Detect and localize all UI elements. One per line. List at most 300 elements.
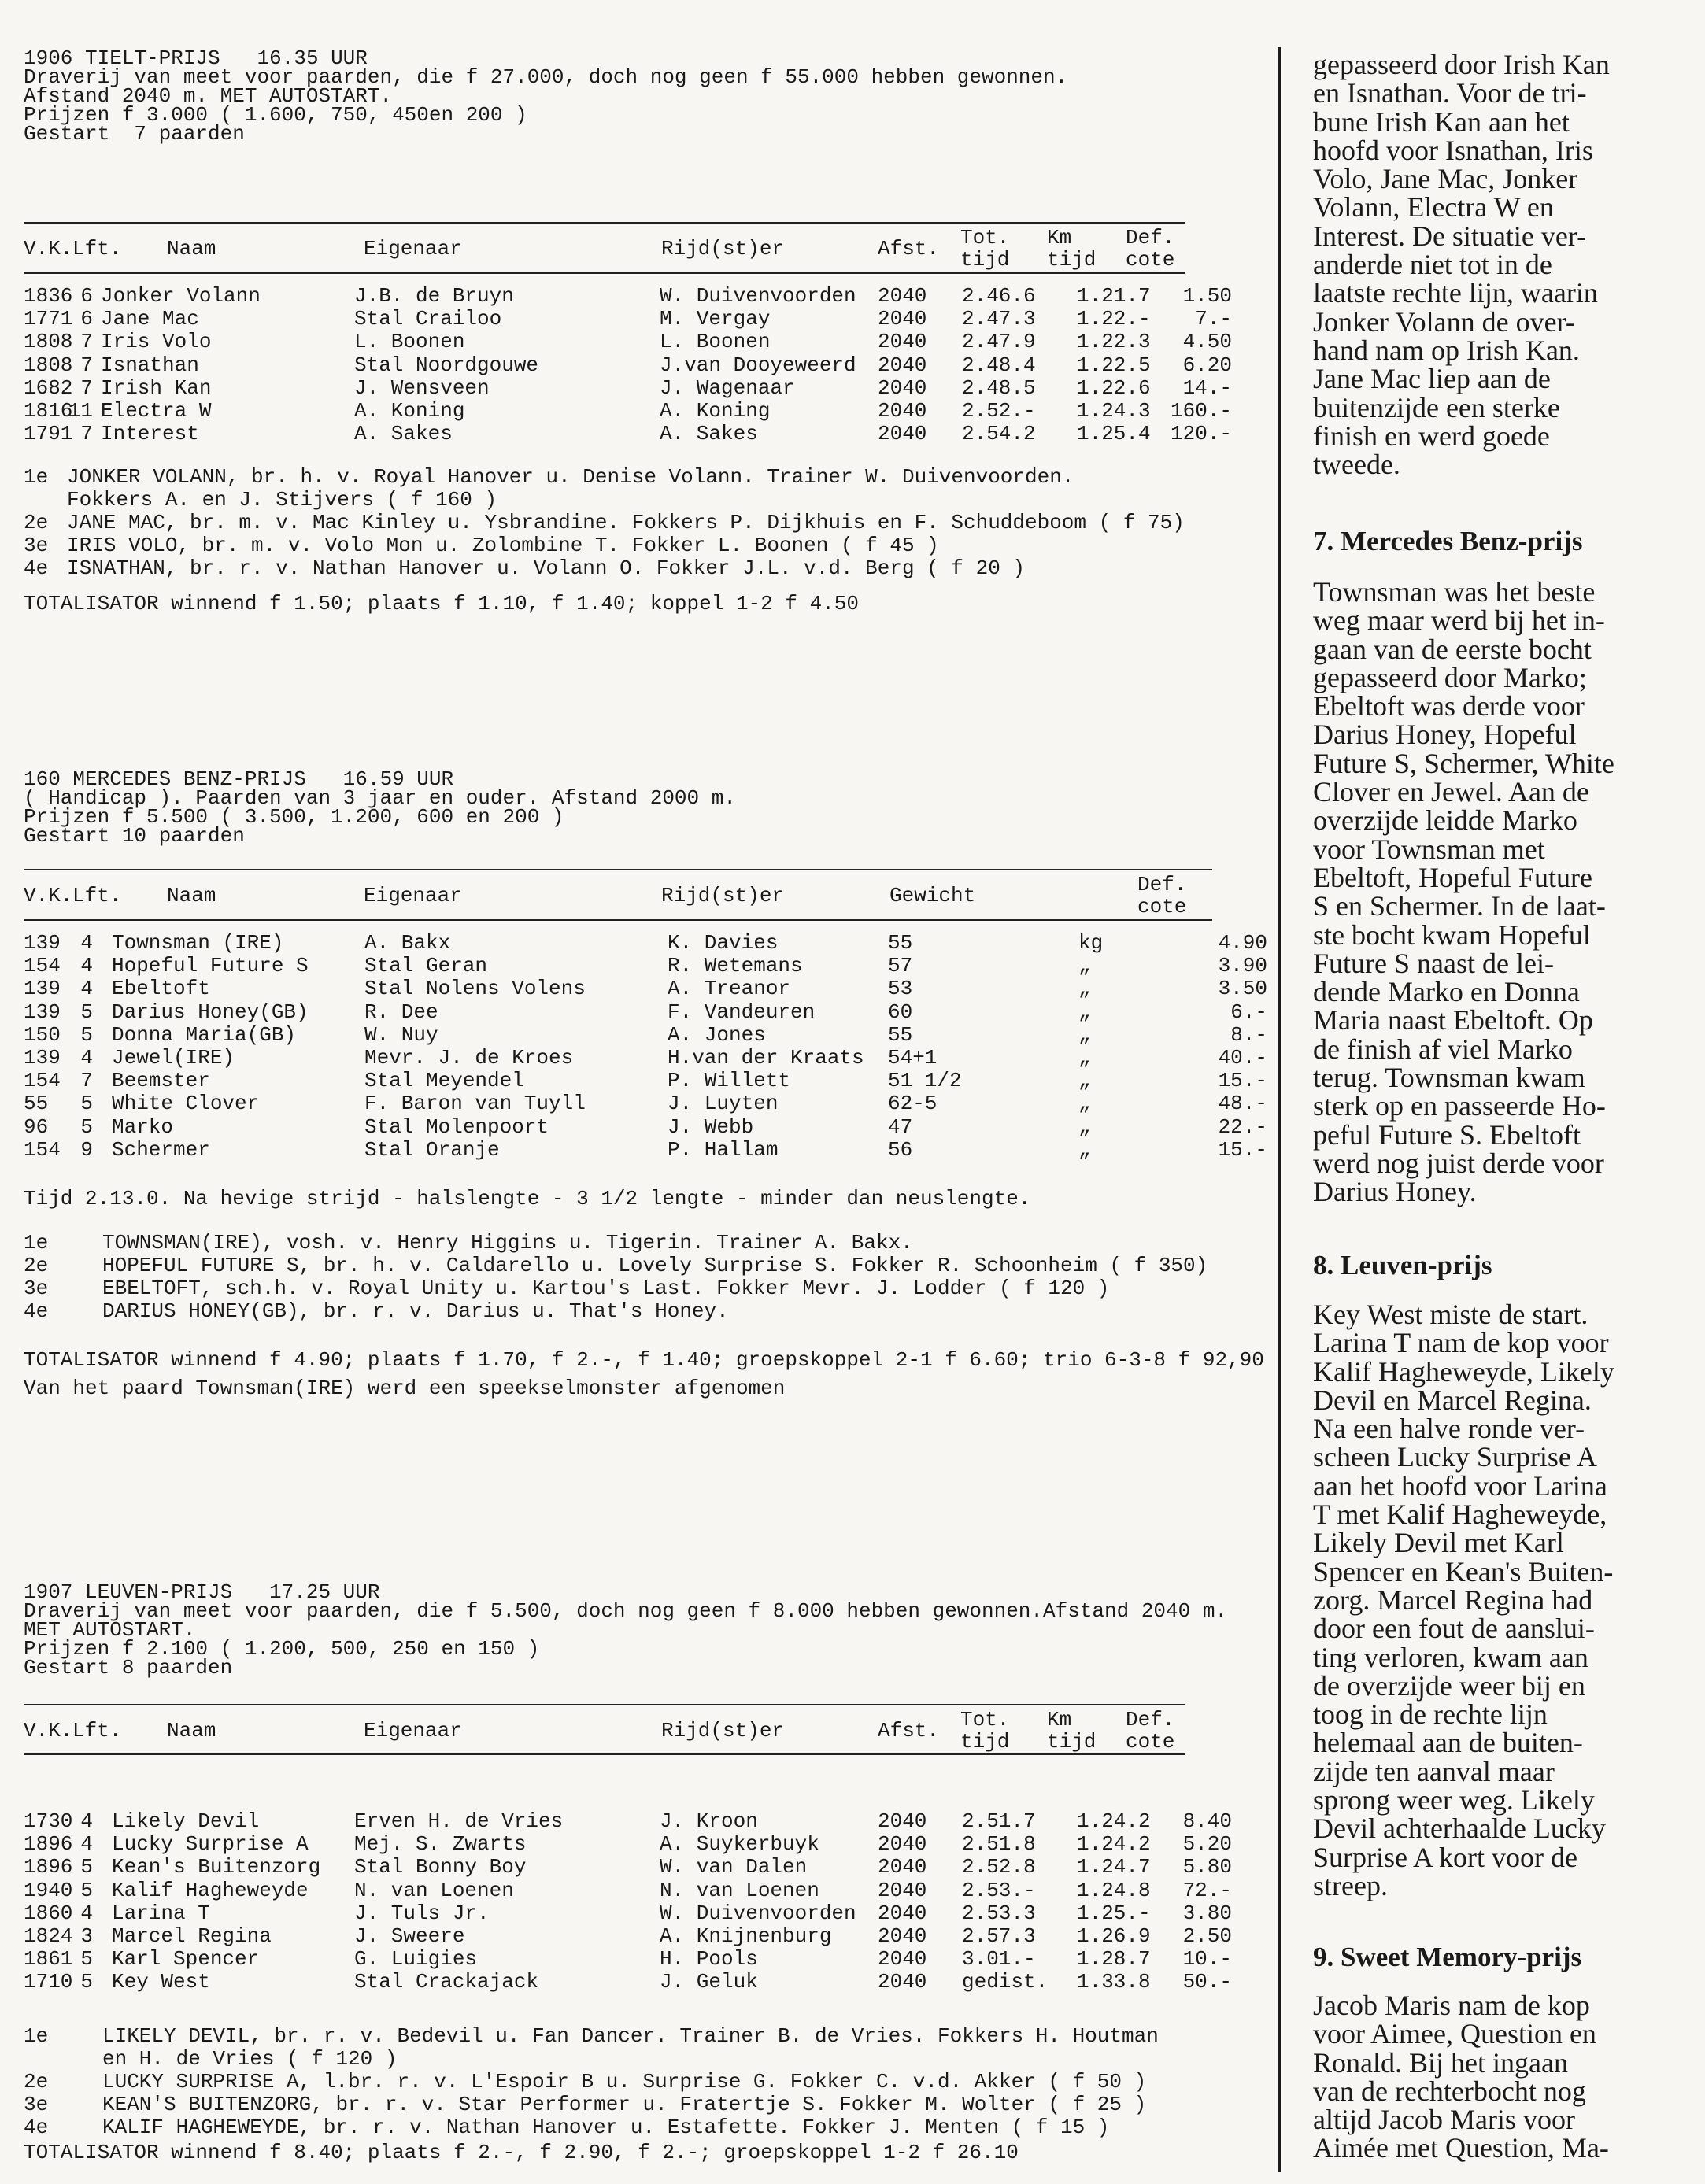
table-cell: 1791 [24,422,73,446]
table-cell: 1.22.6 [1077,375,1151,400]
table-cell: 2.50 [1182,1923,1232,1948]
column-divider [1278,47,1281,2172]
result-line [24,534,1267,557]
table-cell: 1.22.3 [1077,330,1151,354]
table-cell: 4 [80,931,93,955]
paragraph-line: en Isnathan. Voor de tri- [1313,77,1587,109]
table-cell: 4 [80,1832,93,1857]
table-cell: J. Tuls Jr. [354,1901,490,1925]
race-header-line: Gestart 8 paarden [24,1656,233,1680]
table-cell: 2040 [878,284,927,308]
column-header-km: Km [1047,226,1072,249]
paragraph-line: Clover en Jewel. Aan de [1313,776,1589,808]
table-cell: 4 [80,954,93,978]
table-rule [24,1704,1185,1705]
table-cell: A. Treanor [668,977,791,1001]
result-line [24,2116,1267,2139]
table-cell: 1860 [24,1901,73,1925]
table-cell: 7.- [1195,307,1232,331]
table-cell: Schermer [112,1137,210,1162]
paragraph-line: gepasseerd door Marko; [1313,661,1587,693]
table-row [24,285,1267,308]
table-cell: Lucky Surprise A [112,1832,309,1857]
paragraph-line: Townsman was het beste [1313,576,1596,608]
table-cell: H.van der Kraats [668,1045,864,1070]
race-time: Tijd 2.13.0. Na hevige strijd - halslengte - 3 1/2 lengte - minder dan neuslengte. [24,1187,1031,1210]
table-cell: 2040 [878,1878,927,1902]
column-header-km: Km [1047,1708,1072,1731]
table-cell: 1730 [24,1809,73,1833]
table-cell: 2.57.3 [962,1923,1036,1948]
paragraph-line: tweede. [1313,449,1400,481]
column-header-vk: V.K. [24,1719,73,1742]
race-3-rows [24,1810,1267,1994]
paragraph-line: Future S, Schermer, White [1313,747,1614,779]
table-cell: 1896 [24,1855,73,1879]
table-cell: Kalif Hagheweyde [112,1878,309,1902]
table-row [24,1971,1267,1994]
table-cell: Townsman (IRE) [112,931,284,955]
table-cell: 2.54.2 [962,422,1036,446]
table-rule [24,272,1185,274]
table-cell: R. Wetemans [668,954,803,978]
paragraph-line: altijd Jacob Maris voor [1313,2104,1575,2136]
paragraph-line: Ebeltoft was derde voor [1313,690,1585,722]
result-line [24,557,1267,580]
race-header-line: Draverij van meet voor paarden, die f 27.000, doch nog geen f 55.000 hebben gewonnen. [24,65,1068,89]
table-cell: 2040 [878,1970,927,1994]
table-cell: A. Knijnenburg [660,1923,832,1948]
table-cell: 14.- [1182,375,1232,400]
race-2-rows [24,932,1267,1162]
result-text: KEAN'S BUITENZORG, br. r. v. Star Performer u. Fratertje S. Fokker M. Wolter ( f 25 ) [102,2093,1147,2116]
paragraph-line: hand nam op Irish Kan. [1313,334,1580,366]
column-header-rijder: Rijd(st)er [661,237,785,261]
table-cell: 2040 [878,398,927,423]
race-header-line: Prijzen f 3.000 ( 1.600, 750, 450en 200 ) [24,103,527,127]
result-line [24,1255,1267,1277]
result-text: EBELTOFT, sch.h. v. Royal Unity u. Kartou's Last. Fokker Mevr. J. Lodder ( f 120 ) [102,1277,1110,1300]
race-2-header [24,767,1267,848]
table-cell: 2.48.4 [962,353,1036,377]
table-cell: 5 [80,1114,93,1139]
table-cell: 9 [80,1137,93,1162]
result-text: KALIF HAGHEWEYDE, br. r. v. Nathan Hanover u. Estafette. Fokker J. Menten ( f 15 ) [102,2116,1110,2139]
table-cell: 5 [80,1855,93,1879]
section-heading: 7. Mercedes Benz-prijs [1313,526,1583,556]
table-header [24,872,1267,918]
column-header-rijder: Rijd(st)er [661,884,785,907]
table-cell: Irish Kan [101,375,212,400]
result-text: JONKER VOLANN, br. h. v. Royal Hanover u. Denise Volann. Trainer W. Duivenvoorden. [67,465,1074,489]
table-cell: M. Vergay [660,307,771,331]
table-cell: Stal Crackajack [354,1970,539,1994]
table-cell: 1.21.7 [1077,284,1151,308]
race-header-line: Draverij van meet voor paarden, die f 5.500, doch nog geen f 8.000 hebben gewonnen.Afstand 2040 m. [24,1599,1228,1623]
paragraph-line: de overzijde weer bij en [1313,1669,1585,1702]
column-header-gewicht: Gewicht [889,884,976,907]
table-cell: Hopeful Future S [112,954,309,978]
column-header-eigenaar: Eigenaar [364,237,462,261]
paragraph-line: bune Irish Kan aan het [1313,105,1570,138]
column-header-def: cote [1137,895,1187,918]
table-row [24,1047,1267,1070]
table-cell: 7 [80,353,93,377]
table-cell: Stal Noordgouwe [354,353,539,377]
table-cell: Stal Molenpoort [364,1114,549,1139]
table-cell: Jane Mac [101,307,199,331]
table-cell: L. Boonen [354,330,465,354]
table-cell: Key West [112,1970,210,1994]
table-cell: 5 [80,1092,93,1116]
column-header-tot: tijd [960,248,1010,272]
table-cell: 2.51.8 [962,1832,1036,1857]
paragraph-line: Jacob Maris nam de kop [1313,1990,1590,2021]
paragraph-line: helemaal aan de buiten- [1313,1727,1583,1759]
table-rule [24,1753,1185,1755]
table-cell: gedist. [962,1970,1049,1994]
race-header-line: 1907 LEUVEN-PRIJS 17.25 UUR [24,1580,380,1604]
table-cell: 2040 [878,375,927,400]
race-header-line: 1906 TIELT-PRIJS 16.35 UUR [24,46,368,70]
paragraph-line: Darius Honey. [1313,1176,1477,1208]
result-line [24,2071,1267,2093]
column-header-vk: V.K. [24,884,73,907]
table-cell: 1.28.7 [1077,1947,1151,1972]
paragraph-line: Spencer en Kean's Buiten- [1313,1555,1614,1587]
table-row [24,1070,1267,1092]
table-cell: 60 [888,1000,913,1024]
result-line [24,2093,1267,2116]
table-cell: Stal Oranje [364,1137,500,1162]
race-3-results [24,2025,1267,2139]
table-cell: A. Bakx [364,931,451,955]
table-cell: 139 [24,1000,61,1024]
table-cell: 150 [24,1022,61,1047]
table-cell: J. Sweere [354,1923,465,1948]
totalisator: TOTALISATOR winnend f 1.50; plaats f 1.10, f 1.40; koppel 1-2 f 4.50 [24,592,859,615]
table-rule [24,869,1212,870]
totalisator: TOTALISATOR winnend f 4.90; plaats f 1.70, f 2.-, f 1.40; groepskoppel 2-1 f 6.60; trio 6-3-8 f 92,90 [24,1348,1264,1372]
table-cell: 4 [80,1809,93,1833]
table-cell: 1.33.8 [1077,1970,1151,1994]
table-row [24,1948,1267,1971]
column-header-lft: Lft. [72,884,122,907]
column-header-km: tijd [1047,248,1097,272]
table-cell: 6.- [1230,1000,1267,1024]
table-cell: 2.47.9 [962,330,1036,354]
table-cell: W. Duivenvoorden [660,284,856,308]
table-cell: 139 [24,931,61,955]
race-1 [24,46,1267,146]
table-cell: 120.- [1170,422,1232,446]
result-place: 4e [24,556,49,580]
paragraph-line: buitenzijde een sterke [1313,391,1560,423]
table-cell: kg [1078,931,1104,955]
column-header-def: cote [1126,1730,1175,1753]
paragraph-line: anderde niet tot in de [1313,249,1552,281]
column-header-vk: V.K. [24,237,73,261]
table-cell: 56 [888,1137,913,1162]
table-cell: 2.47.3 [962,307,1036,331]
table-cell: 2040 [878,307,927,331]
result-place: 3e [24,1277,49,1300]
table-cell: 1.24.8 [1077,1878,1151,1902]
table-cell: 8.40 [1182,1809,1232,1833]
table-row [24,1139,1267,1162]
paragraph-line: Interest. De situatie ver- [1313,220,1587,252]
table-cell: „ [1078,1114,1091,1139]
paragraph-line: Maria naast Ebeltoft. Op [1313,1004,1593,1037]
table-row [24,308,1267,331]
paragraph-line: door een fout de aanslui- [1313,1613,1595,1645]
table-cell: 2.51.7 [962,1809,1036,1833]
paragraph-line: Ebeltoft, Hopeful Future [1313,861,1592,893]
paragraph-line: toog in de rechte lijn [1313,1698,1548,1731]
table-cell: Iris Volo [101,330,212,354]
table-cell: „ [1078,1022,1091,1047]
table-cell: A. Koning [354,398,465,423]
table-cell: 40.- [1218,1045,1267,1070]
paragraph-line: werd nog juist derde voor [1313,1147,1604,1179]
paragraph-line: scheen Lucky Surprise A [1313,1441,1597,1473]
paragraph-line: Devil en Marcel Regina. [1313,1384,1592,1416]
paragraph-line: Likely Devil met Karl [1313,1527,1564,1559]
table-cell: „ [1078,1092,1091,1116]
result-place: 2e [24,1254,49,1277]
race-header-line: MET AUTOSTART. [24,1618,196,1642]
table-row [24,1925,1267,1948]
column-header-tot: Tot. [960,1708,1010,1731]
table-cell: G. Luigies [354,1947,478,1972]
paragraph-line: S en Schermer. In de laat- [1313,890,1606,922]
paragraph-line: Larina T nam de kop voor [1313,1327,1609,1359]
table-row [24,400,1267,423]
table-cell: 5 [80,1947,93,1972]
table-row [24,1833,1267,1856]
table-cell: Jewel(IRE) [112,1045,235,1070]
paragraph-line: gaan van de eerste bocht [1313,633,1592,665]
paragraph-line: voor Aimee, Question en [1313,2018,1596,2050]
paragraph-line: laatste rechte lijn, waarin [1313,277,1598,309]
table-cell: 11 [68,398,93,423]
table-cell: A. Sakes [660,422,758,446]
table-cell: 62-5 [888,1092,938,1116]
table-cell: 2040 [878,1855,927,1879]
column-header-eigenaar: Eigenaar [364,1719,462,1742]
table-cell: 50.- [1182,1970,1232,1994]
table-cell: Ebeltoft [112,977,210,1001]
table-cell: Kean's Buitenzorg [112,1855,321,1879]
paragraph-line: dende Marko en Donna [1313,976,1580,1008]
table-cell: 1.24.7 [1077,1855,1151,1879]
paragraph-line: aan het hoofd voor Larina [1313,1469,1607,1502]
paragraph-line: ste bocht kwam Hopeful [1313,918,1591,951]
table-cell: 48.- [1218,1092,1267,1116]
section-9-paragraph [1313,1991,1609,2163]
table-cell: 5 [80,1970,93,1994]
table-cell: Isnathan [101,353,199,377]
table-cell: Marko [112,1114,174,1139]
column-header-lft: Lft. [72,1719,122,1742]
race-3-table [24,1707,1267,1753]
table-cell: A. Jones [668,1022,766,1047]
result-text: JANE MAC, br. m. v. Mac Kinley u. Ysbrandine. Fokkers P. Dijkhuis en F. Schuddeboom ( f 75) [67,511,1185,534]
table-cell: 1808 [24,330,73,354]
paragraph-line: sprong weer weg. Likely [1313,1784,1595,1816]
table-cell: 3.90 [1218,954,1267,978]
table-cell: 5.80 [1182,1855,1232,1879]
race-header-line: Gestart 10 paarden [24,824,245,848]
table-cell: A. Suykerbuyk [660,1832,819,1857]
table-cell: 8.- [1230,1022,1267,1047]
table-cell: „ [1078,1137,1091,1162]
race-1-totalisator [24,592,1267,615]
table-row [24,377,1267,400]
table-cell: L. Boonen [660,330,771,354]
paragraph-line: ting verloren, kwam aan [1313,1641,1588,1673]
race-header-line: 160 MERCEDES BENZ-PRIJS 16.59 UUR [24,767,454,791]
result-place: 1e [24,2024,49,2048]
table-cell: 3 [80,1923,93,1948]
table-cell: 3.01.- [962,1947,1036,1972]
table-cell: J.van Dooyeweerd [660,353,856,377]
table-cell: F. Vandeuren [668,1000,816,1024]
table-cell: 2.46.6 [962,284,1036,308]
paragraph-line: streep. [1313,1869,1388,1901]
table-cell: 139 [24,1045,61,1070]
paragraph-line: Key West miste de start. [1313,1299,1588,1330]
table-cell: 2040 [878,1832,927,1857]
section-7-paragraph [1313,578,1614,1207]
table-cell: 72.- [1182,1878,1232,1902]
table-cell: 2.48.5 [962,375,1036,400]
column-header-rijder: Rijd(st)er [661,1719,785,1742]
section-heading: 9. Sweet Memory-prijs [1313,1942,1582,1972]
table-cell: 2.52.8 [962,1855,1036,1879]
result-line [24,1277,1267,1300]
table-row [24,1902,1267,1925]
table-cell: Karl Spencer [112,1947,260,1972]
table-cell: „ [1078,977,1091,1001]
table-cell: 6.20 [1182,353,1232,377]
table-row [24,423,1267,445]
result-place: 1e [24,465,49,489]
paragraph-line: T met Kalif Hagheweyde, [1313,1498,1607,1531]
table-cell: Electra W [101,398,212,423]
table-row [24,1856,1267,1879]
table-cell: 5 [80,1000,93,1024]
table-cell: A. Koning [660,398,771,423]
table-rule [24,222,1185,224]
column-header-km: tijd [1047,1730,1097,1753]
table-cell: 160.- [1170,398,1232,423]
result-text: HOPEFUL FUTURE S, br. h. v. Caldarello u. Lovely Surprise S. Fokker R. Schoonheim ( f 350) [102,1254,1208,1277]
table-cell: Stal Geran [364,954,488,978]
table-cell: 2040 [878,1901,927,1925]
result-place: 3e [24,2093,49,2116]
table-cell: 2.53.3 [962,1901,1036,1925]
column-header-afst: Afst. [878,237,940,261]
table-cell: 7 [80,422,93,446]
table-cell: 4.90 [1218,931,1267,955]
table-cell: 4 [80,977,93,1001]
table-cell: 1.25.4 [1077,422,1151,446]
result-text: TOWNSMAN(IRE), vosh. v. Henry Higgins u. Tigerin. Trainer A. Bakx. [102,1231,913,1255]
paragraph-line: overzijde leidde Marko [1313,804,1577,837]
paragraph-line: sterk op en passeerde Ho- [1313,1090,1606,1122]
table-cell: J. Wagenaar [660,375,795,400]
table-cell: 4.50 [1182,330,1232,354]
table-row [24,1879,1267,1902]
table-row [24,1001,1267,1024]
table-cell: 3.80 [1182,1901,1232,1925]
table-cell: J. Geluk [660,1970,758,1994]
table-cell: 5 [80,1022,93,1047]
race-header-line: Gestart 7 paarden [24,122,245,146]
table-cell: White Clover [112,1092,260,1116]
table-cell: Stal Nolens Volens [364,977,586,1001]
table-row [24,1116,1267,1139]
column-header-lft: Lft. [72,237,122,261]
table-cell: K. Davies [668,931,779,955]
table-cell: 55 [888,1022,913,1047]
table-cell: R. Dee [364,1000,438,1024]
table-cell: 2040 [878,1947,927,1972]
paragraph-line: van de rechterbocht nog [1313,2075,1586,2107]
table-cell: 1896 [24,1832,73,1857]
table-cell: W. van Dalen [660,1855,808,1879]
table-cell: Stal Meyendel [364,1069,524,1093]
column-header-eigenaar: Eigenaar [364,884,462,907]
race-2 [24,767,1267,848]
table-cell: 139 [24,977,61,1001]
table-header [24,1707,1267,1753]
race-header-line: Prijzen f 2.100 ( 1.200, 500, 250 en 150 ) [24,1637,540,1661]
race-1-rows [24,285,1267,445]
table-cell: 1682 [24,375,73,400]
table-cell: Stal Bonny Boy [354,1855,527,1879]
totalisator: TOTALISATOR winnend f 8.40; plaats f 2.-, f 2.90, f 2.-; groepskoppel 1-2 f 26.10 [24,2141,1019,2164]
table-cell: P. Hallam [668,1137,779,1162]
paragraph-line: Jonker Volann de over- [1313,305,1575,338]
table-cell: 55 [24,1092,49,1116]
table-cell: 154 [24,1137,61,1162]
table-cell: Marcel Regina [112,1923,272,1948]
result-line [24,489,1267,512]
table-cell: 1.50 [1182,284,1232,308]
table-cell: 2.53.- [962,1878,1036,1902]
race-1-results [24,466,1267,580]
table-cell: 22.- [1218,1114,1267,1139]
table-cell: J. Wensveen [354,375,490,400]
race-3-header [24,1580,1267,1680]
column-header-naam: Naam [167,884,216,907]
table-cell: 2040 [878,422,927,446]
table-cell: J. Luyten [668,1092,779,1116]
table-cell: 57 [888,954,913,978]
table-cell: 15.- [1218,1137,1267,1162]
table-cell: 6 [80,284,93,308]
table-cell: 1.26.9 [1077,1923,1151,1948]
table-cell: 1.24.3 [1077,398,1151,423]
table-cell: 7 [80,330,93,354]
table-cell: 4 [80,1901,93,1925]
table-row [24,977,1267,1000]
table-cell: Stal Crailoo [354,307,502,331]
table-cell: 1836 [24,284,73,308]
table-cell: 7 [80,1069,93,1093]
